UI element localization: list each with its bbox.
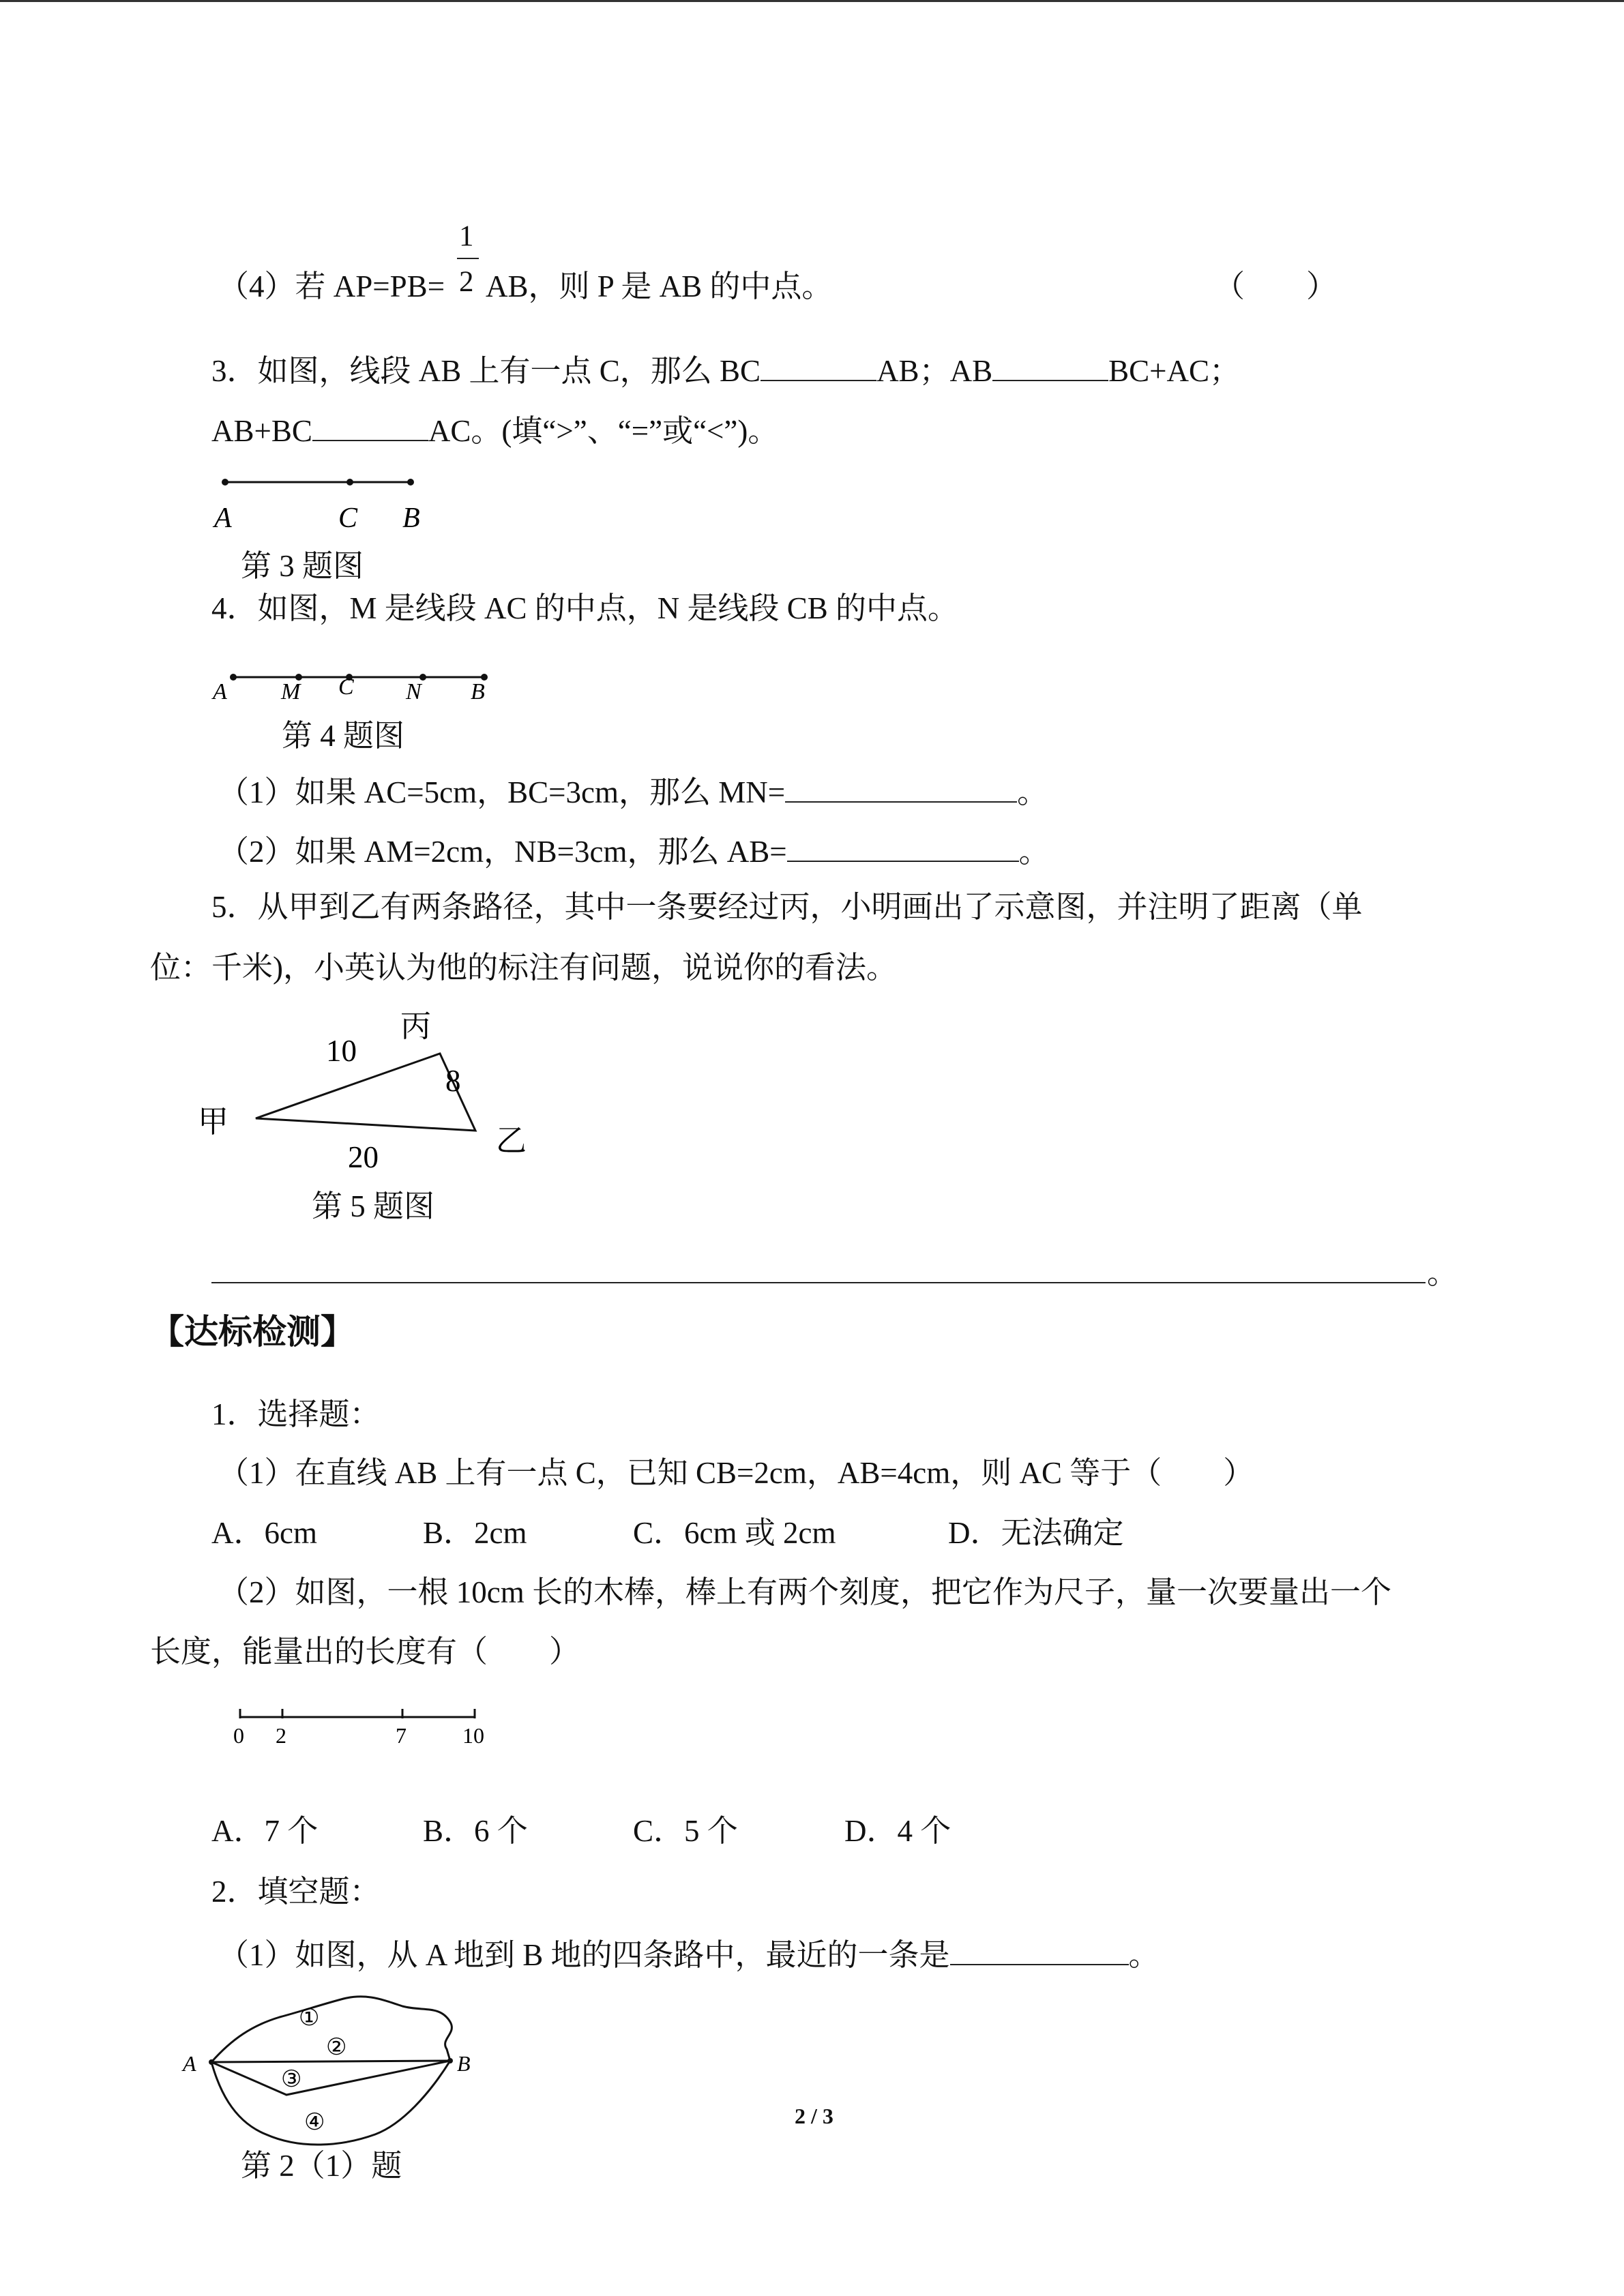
answer-paren: （ ） [1214,269,1338,303]
c1-q2-line2: 长度，能量出的长度有（ ） [150,1635,580,1669]
page-number: 2 / 3 [795,2104,833,2128]
q4-sub2 [218,833,1050,867]
c1-q1-option-a[interactable]: A．6cm [211,1516,317,1550]
q5-triangle-figure [198,1002,552,1187]
q4-label-c: C [338,674,354,700]
q3-label-b: B [402,503,420,534]
q3-segment-figure [205,467,437,535]
c2-title: 2．填空题： [211,1875,381,1909]
q4-caption: 第 4 题图 [282,719,405,753]
q5-dist-jia-yi: 20 [348,1140,379,1174]
q4-sub2-text: （2）如果 AM=2cm，NB=3cm，那么 AB= [218,835,787,869]
c1-q2-option-b[interactable]: B．6 个 [423,1814,528,1848]
q3-text-c: BC+AC； [1108,354,1241,388]
c1-q1: （1）在直线 AB 上有一点 C，已知 CB=2cm，AB=4cm，则 AC 等于（ ） [218,1456,1254,1490]
q5-dist-jia-bing: 10 [326,1034,357,1068]
q2-4-suffix: AB，则 P 是 AB 的中点。 [486,269,833,303]
q4-sub2-period: 。 [1018,835,1050,869]
q4-label-n: N [406,679,422,704]
q4-sub1 [218,774,1048,808]
q3-label-c: C [338,503,358,534]
q4-sub1-period: 。 [1017,775,1048,809]
route-3-label: ③ [281,2067,302,2092]
c2-q1-blank[interactable] [950,1937,1129,1965]
q3-line2 [211,413,778,447]
c2-q1-period: 。 [1128,1938,1160,1972]
q3-text-a: 3．如图，线段 AB 上有一点 C，那么 BC [211,354,761,388]
c1-q2-option-a[interactable]: A．7 个 [211,1814,319,1848]
q5-line2: 位：千米)，小英认为他的标注有问题，说说你的看法。 [150,951,897,985]
q3-blank-2[interactable] [992,353,1108,381]
q4-segment-figure [205,660,505,715]
q5-line1: 5．从甲到乙有两条路径，其中一条要经过丙，小明画出了示意图，并注明了距离（单 [211,890,1363,924]
ruler-figure [225,1698,512,1753]
q5-answer-line[interactable] [211,1282,1426,1283]
q4-label-b: B [471,679,485,704]
q3-caption: 第 3 题图 [241,549,364,583]
route-1-label: ① [299,2006,320,2031]
ruler-tick-0: 0 [233,1723,244,1748]
routes-label-a: A [183,2051,196,2076]
ruler-tick-10: 10 [462,1723,484,1748]
c1-q1-option-d[interactable]: D．无法确定 [948,1516,1124,1550]
q3-blank-1[interactable] [761,353,876,381]
q5-label-yi: 乙 [496,1124,527,1158]
c1-q1-option-b[interactable]: B．2cm [423,1516,527,1550]
fraction-denominator: 2 [459,266,474,298]
c1-q2-line1: （2）如图，一根 10cm 长的木棒，棒上有两个刻度，把它作为尺子，量一次要量出一个 [218,1575,1391,1609]
page-top-border [0,0,1624,2]
q4-label-m: M [281,679,301,704]
q4-blank-1[interactable] [785,774,1017,803]
q3-text-e: AC。(填“>”、“=”或“<”)。 [428,414,779,448]
q4-label-a: A [213,679,227,704]
c1-q2-option-c[interactable]: C．5 个 [633,1814,738,1848]
q3-label-a: A [214,503,232,534]
routes-label-b: B [457,2051,471,2076]
c2-q1 [218,1937,1160,1971]
q5-label-bing: 丙 [400,1009,432,1043]
c1-q1-option-c[interactable]: C．6cm 或 2cm [633,1516,836,1550]
q3-blank-3[interactable] [312,413,428,441]
q5-label-jia: 甲 [198,1105,229,1139]
q4-blank-2[interactable] [787,833,1019,862]
ruler-tick-7: 7 [396,1723,407,1748]
ruler-tick-2: 2 [276,1723,286,1748]
q3-text-b: AB；AB [876,354,993,388]
route-2-label: ② [326,2035,347,2060]
fraction-numerator: 1 [459,220,474,252]
q3-text-d: AB+BC [211,414,312,448]
q3-line1 [211,353,1240,387]
c1-q2-option-d[interactable]: D．4 个 [844,1814,951,1848]
c1-title: 1．选择题： [211,1397,381,1431]
q5-caption: 第 5 题图 [312,1189,435,1223]
fraction-bar [457,258,479,259]
q4-intro: 4．如图，M 是线段 AC 的中点，N 是线段 CB 的中点。 [211,591,959,625]
c2-caption: 第 2（1）题 [241,2149,402,2183]
q5-dist-bing-yi: 8 [445,1064,461,1098]
q5-answer-period: 。 [1427,1256,1458,1290]
section-title: 【达标检测】 [150,1313,355,1351]
route-4-label: ④ [304,2110,325,2135]
q2-4-prefix: （4）若 AP=PB= [218,269,445,303]
c2-q1-text: （1）如图，从 A 地到 B 地的四条路中，最近的一条是 [218,1938,950,1972]
routes-figure [177,1984,491,2175]
q4-sub1-text: （1）如果 AC=5cm，BC=3cm，那么 MN= [218,775,786,809]
